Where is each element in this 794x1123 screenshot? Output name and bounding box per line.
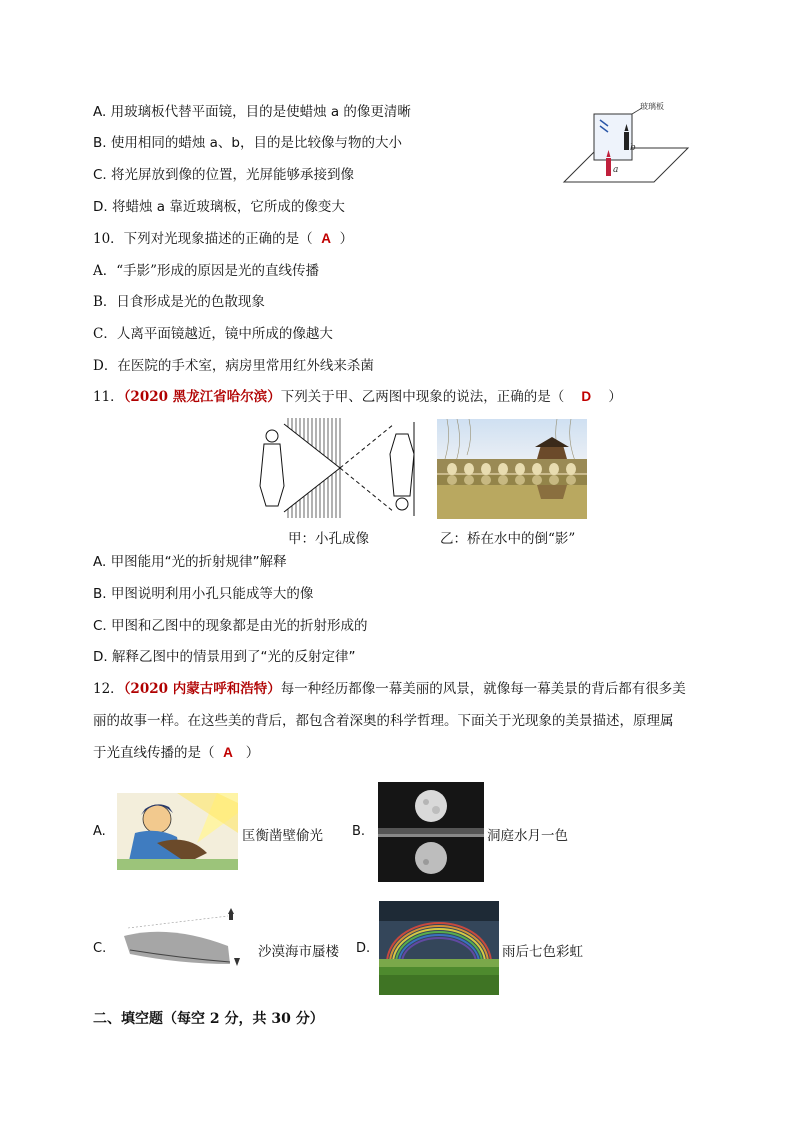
q11-option-b: B. 甲图说明利用小孔只能成等大的像 (93, 586, 314, 602)
q12-option-c-caption: 沙漠海市蜃楼 (258, 944, 339, 960)
q10-option-d: D．在医院的手术室，病房里常用红外线来杀菌 (93, 358, 374, 374)
q10-stem: 10．下列对光现象描述的正确的是（ A ） (93, 231, 354, 247)
section-2-title: 二、填空题（每空 2 分，共 30 分） (93, 1011, 324, 1027)
q10-option-c: C．人离平面镜越近，镜中所成的像越大 (93, 326, 333, 342)
q12-option-d-caption: 雨后七色彩虹 (502, 944, 583, 960)
candle-a-label: a (613, 165, 619, 175)
q10-answer: A (321, 231, 332, 246)
glass-plate-label: 玻璃板 (640, 102, 664, 111)
glass-plate-figure (560, 100, 690, 188)
q12-option-b-label: B. (352, 824, 366, 839)
q9-option-d: D. 将蜡烛 a 靠近玻璃板，它所成的像变大 (93, 199, 345, 215)
q12-option-c-label: C. (93, 941, 107, 956)
q11-option-d: D. 解释乙图中的情景用到了“光的反射定律” (93, 649, 356, 665)
bridge-reflection-image (437, 419, 587, 519)
q11-option-c: C. 甲图和乙图中的现象都是由光的折射形成的 (93, 618, 368, 634)
candle-b-label: b (630, 143, 636, 153)
q12-stem-line3: 于光直线传播的是（ A ） (93, 745, 260, 761)
q11-option-a: A. 甲图能用“光的折射规律”解释 (93, 554, 287, 570)
q12-answer: A (223, 745, 233, 760)
caption-yi: 乙：桥在水中的倒“影” (440, 531, 576, 547)
q12-option-a-caption: 匡衡凿壁偷光 (242, 828, 323, 844)
q9-option-c: C. 将光屏放到像的位置，光屏能够承接到像 (93, 167, 355, 183)
rainbow-image (379, 901, 499, 995)
q11-stem: 11．（2020 黑龙江省哈尔滨）下列关于甲、乙两图中现象的说法，正确的是（ D ） (93, 389, 622, 405)
moon-reflection-image (378, 782, 484, 882)
q12-option-d-label: D. (356, 941, 371, 956)
q12-option-b-caption: 洞庭水月一色 (487, 828, 568, 844)
q9-option-a: A. 用玻璃板代替平面镜，目的是使蜡烛 a 的像更清晰 (93, 104, 411, 120)
q9-option-b: B. 使用相同的蜡烛 a、b，目的是比较像与物的大小 (93, 135, 402, 151)
caption-jia: 甲：小孔成像 (288, 531, 369, 547)
q10-option-b: B．日食形成是光的色散现象 (93, 294, 265, 310)
q12-stem-line2: 丽的故事一样。在这些美的背后，都包含着深奥的科学哲理。下面关于光现象的美景描述，原理属 (93, 713, 674, 729)
q11-answer: D (581, 389, 592, 404)
pinhole-imaging-figure (254, 416, 420, 520)
q12-option-a-label: A. (93, 824, 106, 839)
q11-source: （2020 黑龙江省哈尔滨） (123, 389, 281, 405)
q10-option-a: A．“手影”形成的原因是光的直线传播 (93, 263, 320, 279)
q12-stem-line1: 12．（2020 内蒙古呼和浩特）每一种经历都像一幕美丽的风景，就像每一幕美景的背后都有很多美 (93, 681, 686, 697)
mirage-image (110, 906, 250, 972)
kuang-heng-image (117, 793, 238, 870)
q12-source: （2020 内蒙古呼和浩特） (123, 681, 281, 697)
